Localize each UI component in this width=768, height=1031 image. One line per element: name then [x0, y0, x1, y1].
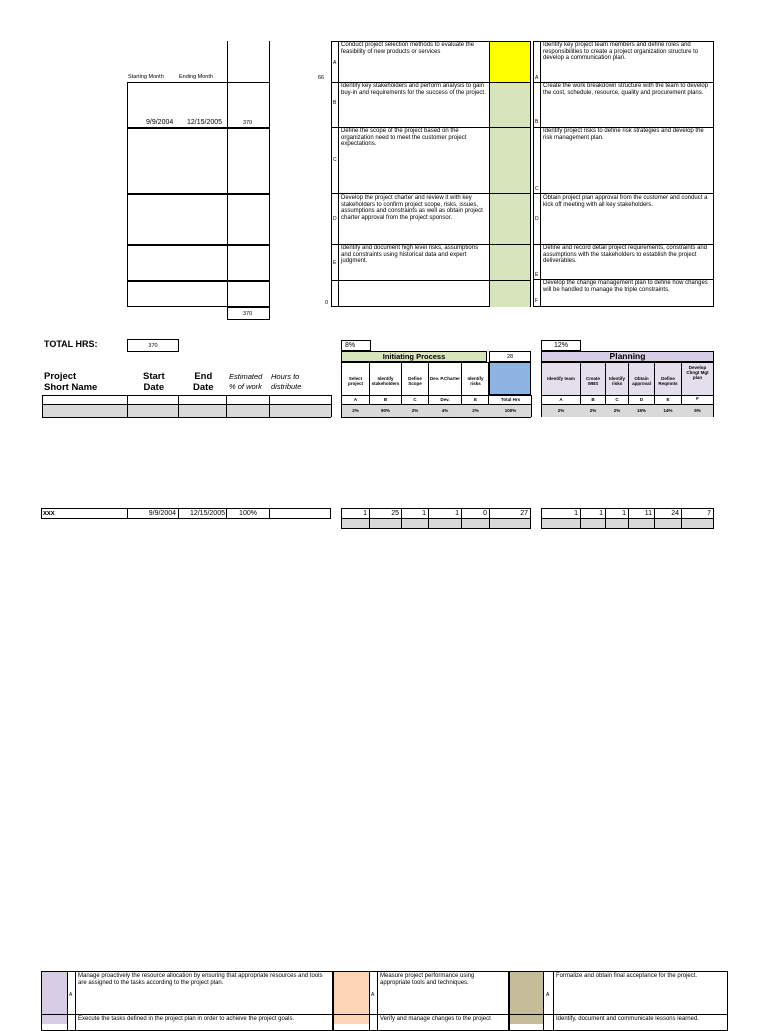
col-project-short-name: Project Short Name [44, 371, 98, 393]
plan-letter-d: D [535, 216, 539, 222]
plan-letter-c: C [535, 186, 539, 192]
plan-task-c: Identify project risks to define risk strategies and develop the risk management plan. [543, 128, 704, 141]
row-plan-d: 11 [644, 510, 652, 517]
plan-letter-e: E [535, 272, 539, 278]
init-task-a: Conduct project selection methods to evaluate the feasibility of new products or services [341, 42, 475, 55]
init-col-select-project: Select project [347, 376, 363, 386]
plan-pct-c: 2% [613, 408, 621, 413]
row-start: 9/9/2004 [148, 510, 176, 517]
col-end-date: End Date [193, 371, 214, 393]
init-letter-a: A [333, 60, 337, 66]
init-letter-col-c: C [413, 397, 417, 402]
row-init-e: 0 [483, 510, 487, 517]
close-letter-a: A [546, 992, 550, 998]
init-letter-e: E [333, 260, 337, 266]
close-task-b: Identify, document and communicate lessons learned. [556, 1016, 699, 1022]
plan-pct-f: 5% [694, 408, 701, 413]
row-plan-c: 1 [622, 510, 626, 517]
col-estimated-work: Estimated % of work [229, 372, 263, 391]
start-month-value: 9/9/2004 [146, 119, 174, 126]
row-init-c: 1 [422, 510, 426, 517]
row-init-total: 27 [520, 510, 528, 517]
init-pct-a: 2% [352, 408, 359, 413]
plan-letter-col-f: F [696, 396, 699, 401]
plan-task-d: Obtain project plan approval from the customer and conduct a kick off meeting with all key stakeholders. [543, 195, 708, 208]
init-task-c: Define the scope of the project based on the organization need to meet the customer project expectations. [341, 128, 467, 148]
total-hrs-label: TOTAL HRS: [44, 339, 98, 349]
row-plan-a: 1 [574, 510, 578, 517]
initiating-title: Initiating Process [382, 352, 446, 361]
task-color-cells [490, 82, 530, 307]
plan-letter-col-e: E [666, 397, 670, 402]
plan-task-e: Define and record detail project requirements, constraints and assumptions with the stakeholders to establish the project deliverables. [543, 245, 708, 265]
planning-title: Planning [609, 351, 646, 361]
init-col-dev-charter: Dev. P.Charter [429, 376, 461, 381]
plan-col-create-wbs: Create WBS [585, 376, 600, 386]
init-col-define-scope: Define Scope [408, 376, 422, 386]
initiating-hours: 28 [489, 351, 531, 362]
row-init-b: 25 [391, 510, 399, 517]
exec-task-b: Execute the tasks defined in the project plan in order to achieve the project goals. [78, 1016, 295, 1022]
plan-pct-e: 14% [663, 408, 673, 413]
exec-task-a: Manage proactively the resource allocation by ensuring that appropriate resources and tools are assigned to the tasks according to the project plan. [78, 973, 323, 986]
row-plan-b: 1 [599, 510, 603, 517]
plan-task-a: Identify key project team members and define roles and responsibilities to create a project organization structure to develop a communication plan. [543, 42, 699, 62]
side-count-top: 66 [318, 75, 325, 81]
plan-pct-b: 2% [589, 408, 597, 413]
init-col-identify-stakeholders: Identify stakeholders [371, 376, 400, 386]
plan-task-f: Develop the change management plan to define how changes will be handled to manage the triple constraints. [543, 280, 708, 293]
init-letter-b: B [333, 100, 337, 106]
init-letter-col-a: A [353, 397, 358, 402]
init-letter-col-d: Dev. [440, 397, 450, 402]
row-init-d: 1 [455, 510, 459, 517]
row-plan-e: 24 [671, 510, 679, 517]
plan-task-b: Create the work breakdown structure with the team to develop the cost, schedule, resource, quality and procurement plans. [543, 83, 709, 96]
init-task-e: Identify and document high level risks, assumptions and constraints using historical data and expert judgment. [341, 245, 479, 265]
plan-col-define-reqmnts: Define Reqmnts [658, 376, 678, 386]
ending-month-label: Ending Month [179, 74, 213, 80]
planning-percent: 12% [541, 340, 581, 351]
row-project: xxx [43, 510, 55, 517]
init-task-b: Identify key stakeholders and perform analysis to gain buy-in and requirements for the success of the project. [341, 83, 486, 96]
plan-letter-col-a: A [559, 397, 563, 402]
initiating-percent: 8% [341, 340, 371, 351]
task-a-color-cell [490, 42, 530, 82]
init-letter-c: C [333, 157, 337, 163]
plan-letter-b: B [535, 119, 539, 125]
init-letter-d: D [333, 216, 337, 222]
side-count-bottom: 0 [325, 300, 329, 306]
mon-task-a: Measure project performance using appropriate tools and techniques. [380, 973, 475, 986]
plan-col-identify-team: Identify team [547, 376, 575, 381]
plan-pct-d: 15% [636, 408, 646, 413]
init-col-identify-risks: Identify risks [467, 376, 484, 386]
row-plan-f: 7 [707, 510, 711, 517]
init-total-label: Total Hrs [500, 397, 521, 402]
plan-pct-a: 2% [557, 408, 565, 413]
init-pct-d: 4% [441, 408, 449, 413]
row-estimated: 100% [239, 510, 257, 517]
init-pct-e: 2% [472, 408, 479, 413]
plan-letter-f: F [535, 298, 539, 304]
init-task-d: Develop the project charter and review it with key stakeholders to confirm project scope, risks, issues, assumptions and constraints as well as obtain project charter approval from the project sponsor. [341, 195, 483, 221]
init-pct-total: 100% [504, 408, 517, 413]
plan-col-identify-risks: Identify risks [608, 376, 625, 386]
plan-letter-col-c: C [615, 397, 619, 402]
exec-letter-a: A [69, 992, 73, 998]
init-letter-col-e: E [473, 397, 477, 402]
col-start-date: Start Date [143, 371, 165, 393]
init-pct-b: 90% [380, 408, 390, 413]
plan-col-change-mgt: Develop Chngt Mgt plan [686, 365, 709, 380]
hours-value: 370 [243, 120, 253, 126]
mon-letter-a: A [371, 992, 375, 998]
col-hours-distribute: Hours to distribute [271, 372, 302, 391]
row-end: 12/15/2005 [189, 510, 225, 517]
init-letter-col-b: B [383, 397, 388, 402]
total-hrs-value: 370 [127, 339, 179, 352]
init-pct-c: 2% [411, 408, 419, 413]
plan-letter-col-d: D [639, 397, 644, 402]
plan-col-obtain-approval: Obtain approval [632, 376, 651, 386]
close-task-a: Formalize and obtain final acceptance for the project. [556, 973, 698, 979]
starting-month-label: Starting Month [128, 74, 164, 80]
plan-letter-col-b: B [591, 397, 595, 402]
mon-task-b: Verify and manage changes to the project [380, 1016, 491, 1022]
row-init-a: 1 [363, 510, 367, 517]
hours-total: 370 [243, 311, 253, 317]
end-month-value: 12/15/2005 [187, 119, 223, 126]
plan-letter-a: A [535, 75, 539, 81]
